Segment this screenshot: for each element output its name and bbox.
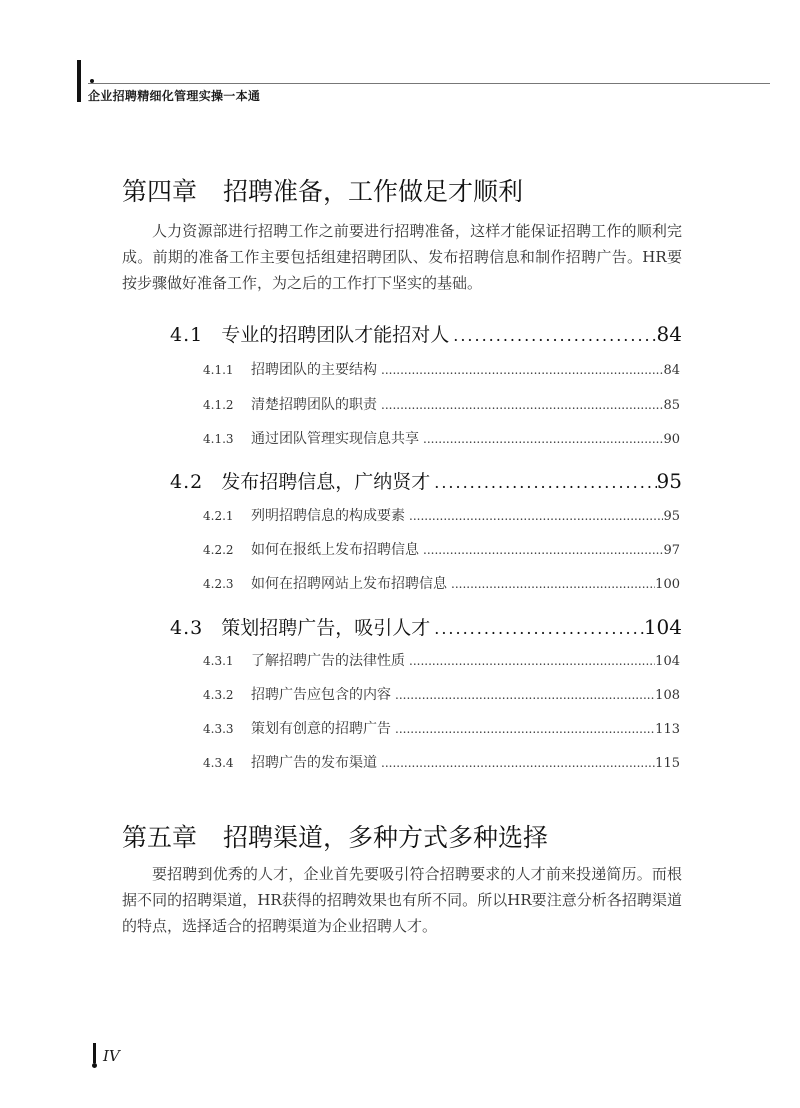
subsection-title: 招聘广告的发布渠道 — [251, 755, 377, 771]
section-number: 4.3 — [170, 617, 204, 639]
intro-paragraph: 人力资源部进行招聘工作之前要进行招聘准备，这样才能保证招聘工作的顺利完成。前期的准备工作主要包括组建招聘团队、发布招聘信息和制作招聘广告。HR要按步骤做好准备工作，为之后的工作打下坚实的基础。 — [122, 222, 682, 292]
footer-dot — [92, 1063, 97, 1068]
section-page: 104 — [643, 615, 682, 639]
dot-leader — [447, 577, 655, 591]
toc-section[interactable] — [170, 613, 682, 640]
subsection-title: 了解招聘广告的法律性质 — [251, 653, 405, 669]
subsection-title: 通过团队管理实现信息共享 — [251, 431, 419, 447]
subsection-title: 列明招聘信息的构成要素 — [251, 508, 405, 524]
subsection-number: 4.1.1 — [203, 363, 234, 377]
header-rule-bar — [77, 60, 81, 102]
toc-section[interactable] — [170, 320, 682, 347]
header-rule — [88, 83, 770, 84]
toc-subsection[interactable] — [203, 428, 680, 448]
section-page: 84 — [656, 322, 682, 346]
toc-section[interactable] — [170, 467, 682, 494]
subsection-page: 95 — [663, 509, 680, 524]
dot-leader — [377, 756, 655, 770]
subsection-page: 100 — [655, 577, 680, 592]
toc-subsection[interactable] — [203, 718, 680, 738]
section-title: 专业的招聘团队才能招对人 — [221, 324, 450, 346]
toc-subsection[interactable] — [203, 505, 680, 525]
subsection-title: 清楚招聘团队的职责 — [251, 397, 377, 413]
chapter-4-intro — [122, 218, 682, 296]
subsection-number: 4.2.2 — [203, 543, 234, 557]
dot-leader — [391, 722, 655, 736]
subsection-page: 113 — [655, 722, 680, 737]
subsection-number: 4.1.2 — [203, 398, 234, 412]
dot-leader — [430, 619, 644, 638]
subsection-title: 如何在招聘网站上发布招聘信息 — [251, 576, 447, 592]
dot-leader — [449, 326, 656, 345]
dot-leader — [419, 432, 663, 446]
subsection-page: 84 — [663, 363, 680, 378]
toc-subsection[interactable] — [203, 573, 680, 593]
footer-rule-bar — [93, 1043, 96, 1063]
subsection-page: 90 — [663, 432, 680, 447]
section-page: 95 — [656, 469, 682, 493]
chapter-5-heading — [122, 818, 548, 854]
toc-subsection[interactable] — [203, 359, 680, 379]
toc-subsection[interactable] — [203, 394, 680, 414]
dot-leader — [430, 473, 656, 492]
chapter-number: 第五章 — [122, 823, 198, 852]
chapter-5-intro — [122, 861, 682, 939]
subsection-page: 115 — [655, 756, 680, 771]
dot-leader — [405, 654, 655, 668]
toc-subsection[interactable] — [203, 752, 680, 772]
subsection-number: 4.2.1 — [203, 509, 234, 523]
chapter-4-heading — [122, 172, 523, 208]
running-header-title: 企业招聘精细化管理实操一本通 — [88, 89, 261, 103]
subsection-title: 招聘团队的主要结构 — [251, 362, 377, 378]
subsection-page: 85 — [663, 398, 680, 413]
chapter-title: 招聘渠道，多种方式多种选择 — [223, 823, 549, 852]
dot-leader — [377, 398, 663, 412]
subsection-title: 招聘广告应包含的内容 — [251, 687, 391, 703]
subsection-title: 策划有创意的招聘广告 — [251, 721, 391, 737]
section-number: 4.1 — [170, 324, 204, 346]
dot-leader — [419, 543, 663, 557]
section-title: 策划招聘广告，吸引人才 — [221, 617, 431, 639]
chapter-title: 招聘准备，工作做足才顺利 — [223, 177, 524, 206]
subsection-page: 108 — [655, 688, 680, 703]
dot-leader — [377, 363, 663, 377]
subsection-number: 4.2.3 — [203, 577, 234, 591]
subsection-title: 如何在报纸上发布招聘信息 — [251, 542, 419, 558]
dot-leader — [391, 688, 655, 702]
section-number: 4.2 — [170, 471, 204, 493]
section-title: 发布招聘信息，广纳贤才 — [221, 471, 431, 493]
subsection-number: 4.1.3 — [203, 432, 234, 446]
page-number: IV — [103, 1047, 120, 1065]
subsection-number: 4.3.2 — [203, 688, 234, 702]
dot-leader — [405, 509, 663, 523]
subsection-page: 104 — [655, 654, 680, 669]
subsection-page: 97 — [663, 543, 680, 558]
chapter-number: 第四章 — [122, 177, 198, 206]
intro-paragraph: 要招聘到优秀的人才，企业首先要吸引符合招聘要求的人才前来投递简历。而根据不同的招聘渠道，HR获得的招聘效果也有所不同。所以HR要注意分析各招聘渠道的特点，选择适合的招聘渠道为企业招聘人才。 — [122, 865, 682, 935]
toc-subsection[interactable] — [203, 650, 680, 670]
subsection-number: 4.3.4 — [203, 756, 234, 770]
subsection-number: 4.3.3 — [203, 722, 234, 736]
toc-subsection[interactable] — [203, 539, 680, 559]
toc-subsection[interactable] — [203, 684, 680, 704]
subsection-number: 4.3.1 — [203, 654, 234, 668]
